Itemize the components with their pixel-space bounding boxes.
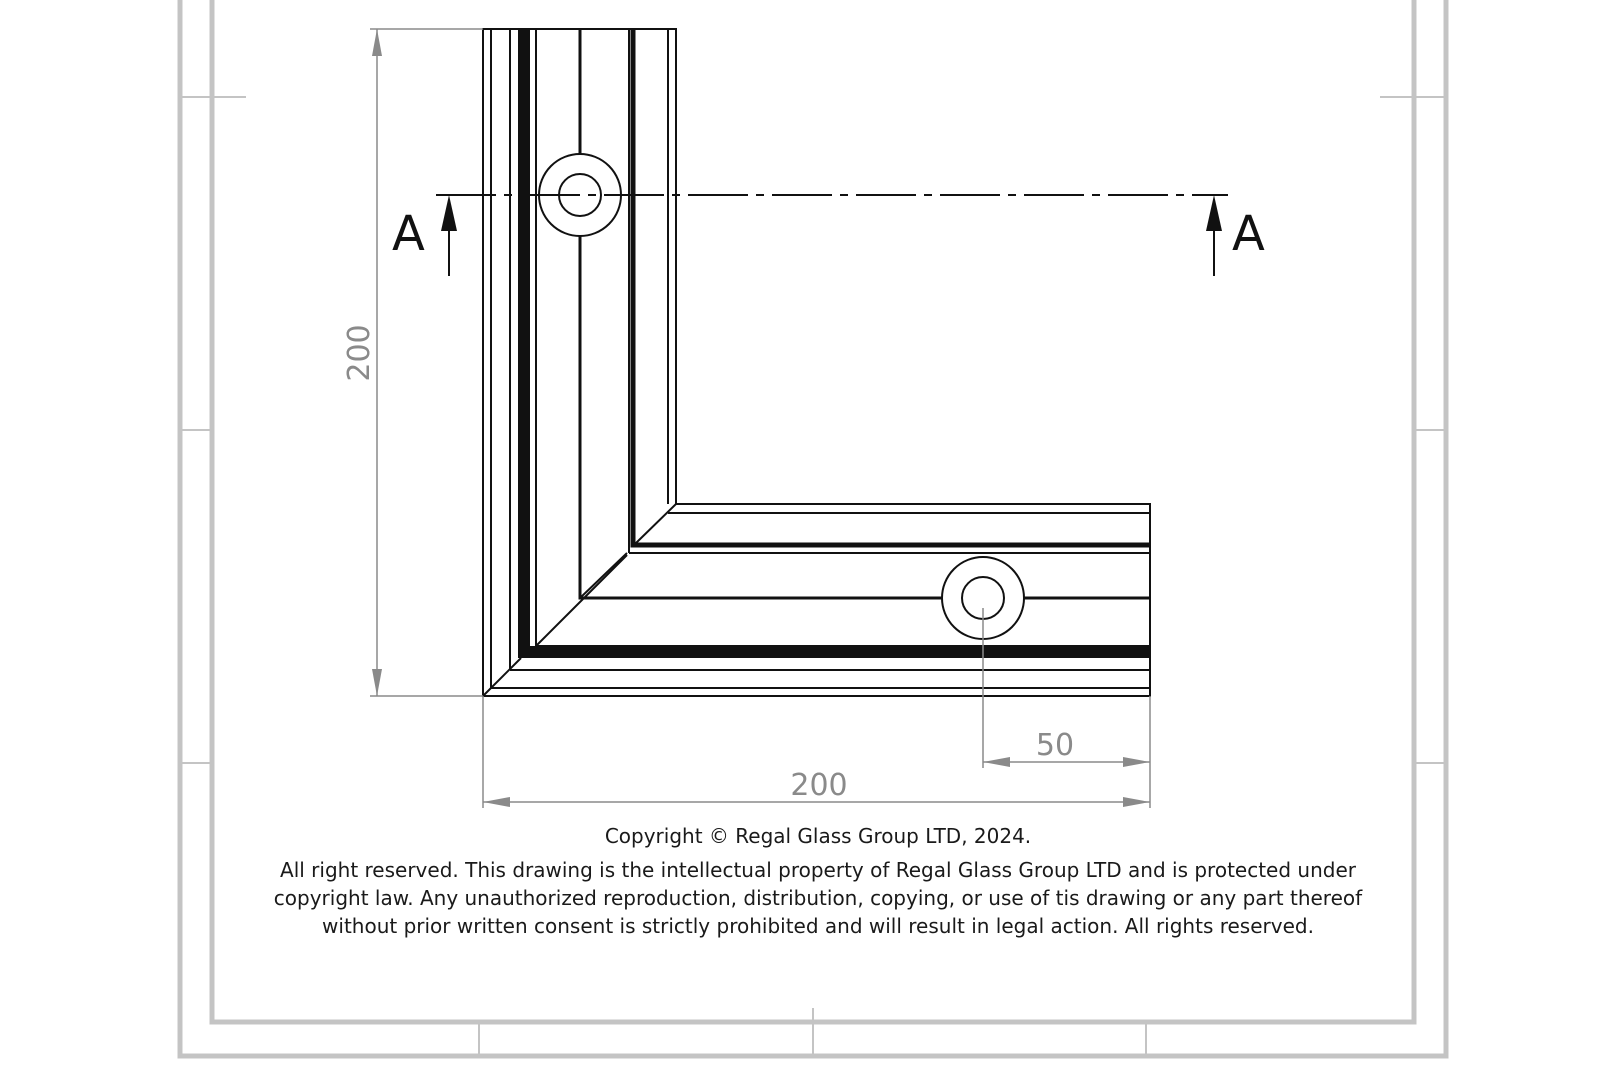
glass-channel-inner xyxy=(633,29,1150,545)
section-arrow-left-head xyxy=(441,195,457,231)
copyright-line: Copyright © Regal Glass Group LTD, 2024. xyxy=(604,824,1032,848)
arrowhead xyxy=(983,757,1010,767)
section-arrow-right-head xyxy=(1206,195,1222,231)
arrowhead xyxy=(483,797,510,807)
dimension-horizontal-200: 200 xyxy=(790,768,848,803)
miter-line xyxy=(483,658,521,696)
section-label-right: A xyxy=(1232,206,1265,262)
arrowhead xyxy=(1123,797,1150,807)
arrowhead xyxy=(372,669,382,696)
glass-channel xyxy=(524,29,1150,652)
copyright-body: All right reserved. This drawing is the intellectual property of Regal Glass Group LTD and is protected under copyright law. Any unauthorized reproduction, distribution, copying, or use of tis drawing or any part thereof without prior written consent is strictly prohibited and will result in legal action. All rights reserved. xyxy=(273,858,1363,938)
arrowhead xyxy=(1123,757,1150,767)
arrowhead xyxy=(372,29,382,56)
miter-line xyxy=(580,553,627,598)
dimension-offset-50: 50 xyxy=(1035,728,1075,763)
l-profile-part xyxy=(483,29,1150,696)
section-label-left: A xyxy=(392,206,425,262)
miter-line xyxy=(636,504,676,543)
copyright-notice xyxy=(180,822,1456,940)
dimension-vertical-200: 200 xyxy=(342,324,377,382)
